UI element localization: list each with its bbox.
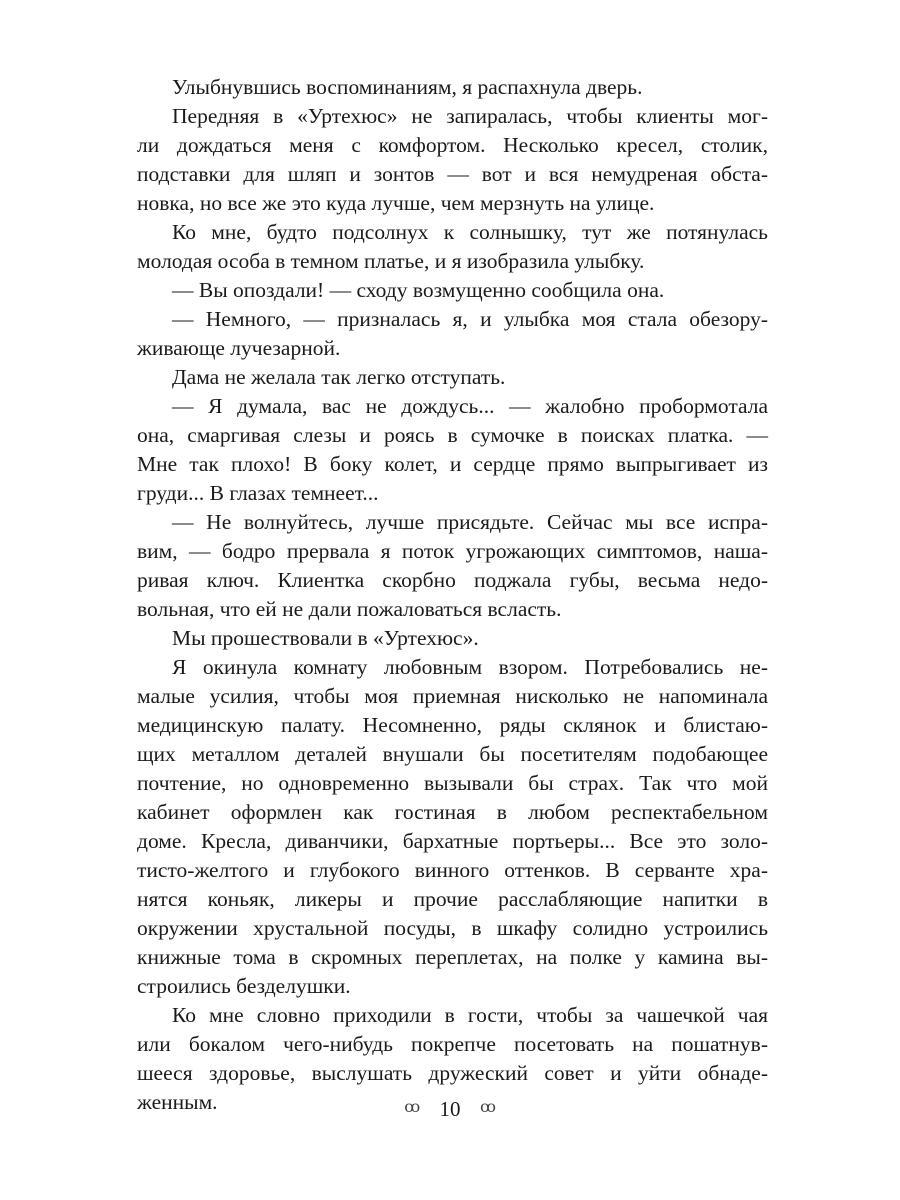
text-line: женным. — [137, 1090, 218, 1114]
text-line: Ко мне словно приходили в гости, чтобы за чашечкой чая — [172, 1003, 768, 1027]
text-line: новка, но все же это куда лучше, чем мерзнуть на улице. — [137, 191, 655, 215]
text-line: — Не волнуйтесь, лучше присядьте. Сейчас мы все испра- — [172, 510, 768, 534]
text-line: щих металлом деталей внушали бы посетителям подобающее — [137, 742, 768, 766]
text-line: живающе лучезарной. — [137, 336, 341, 360]
text-line: молодая особа в темном платье, и я изобразила улыбку. — [137, 249, 645, 273]
text-line: Мне так плохо! В боку колет, и сердце прямо выпрыгивает из — [137, 452, 768, 476]
text-line: ли дождаться меня с комфортом. Несколько кресел, столик, — [137, 133, 768, 157]
text-line: нятся коньяк, ликеры и прочие расслабляющие напитки в — [137, 887, 768, 911]
text-line: Мы прошествовали в «Уртехюс». — [172, 626, 479, 650]
text-line: — Немного, — призналась я, и улыбка моя стала обезору- — [172, 307, 768, 331]
page-footer — [0, 1092, 900, 1124]
text-line: шееся здоровье, выслушать дружеский совет и уйти обнаде- — [137, 1061, 768, 1085]
ornament-left-icon: ꝏ — [404, 1099, 421, 1117]
text-line: или бокалом чего-нибудь покрепче посетовать на пошатнув- — [137, 1032, 768, 1056]
text-line: малые усилия, чтобы моя приемная нисколько не напоминала — [137, 684, 768, 708]
page-number: 10 — [439, 1097, 461, 1122]
text-line: груди... В глазах темнеет... — [137, 481, 379, 505]
book-page-body — [137, 73, 768, 1117]
text-line: Улыбнувшись воспоминаниям, я распахнула дверь. — [172, 75, 643, 99]
text-line: кабинет оформлен как гостиная в любом респектабельном — [137, 800, 768, 824]
text-line: тисто-желтого и глубокого винного оттенков. В серванте хра- — [137, 858, 768, 882]
text-line: — Я думала, вас не дождусь... — жалобно пробормотала — [172, 394, 768, 418]
text-line: строились безделушки. — [137, 974, 351, 998]
text-line: подставки для шляп и зонтов — вот и вся немудреная обста- — [137, 162, 768, 186]
text-line: вим, — бодро прервала я поток угрожающих симптомов, наша- — [137, 539, 768, 563]
text-line: доме. Кресла, диванчики, бархатные портьеры... Все это золо- — [137, 829, 768, 853]
text-line: медицинскую палату. Несомненно, ряды склянок и блистаю- — [137, 713, 768, 737]
text-line: — Вы опоздали! — сходу возмущенно сообщила она. — [172, 278, 665, 302]
text-line: она, смаргивая слезы и роясь в сумочке в поисках платка. — — [137, 423, 768, 447]
text-line: книжные тома в скромных переплетах, на полке у камина вы- — [137, 945, 768, 969]
text-line: почтение, но одновременно вызывали бы страх. Так что мой — [137, 771, 768, 795]
text-line: Дама не желала так легко отступать. — [172, 365, 506, 389]
text-line: окружении хрустальной посуды, в шкафу солидно устроились — [137, 916, 768, 940]
ornament-right-icon: ꝏ — [479, 1099, 496, 1117]
text-line: вольная, что ей не дали пожаловаться всласть. — [137, 597, 562, 621]
text-line: Я окинула комнату любовным взором. Потребовались не- — [172, 655, 768, 679]
text-line: ривая ключ. Клиентка скорбно поджала губы, весьма недо- — [137, 568, 768, 592]
text-line: Ко мне, будто подсолнух к солнышку, тут же потянулась — [172, 220, 768, 244]
text-line: Передняя в «Уртехюс» не запиралась, чтобы клиенты мог- — [172, 104, 768, 128]
